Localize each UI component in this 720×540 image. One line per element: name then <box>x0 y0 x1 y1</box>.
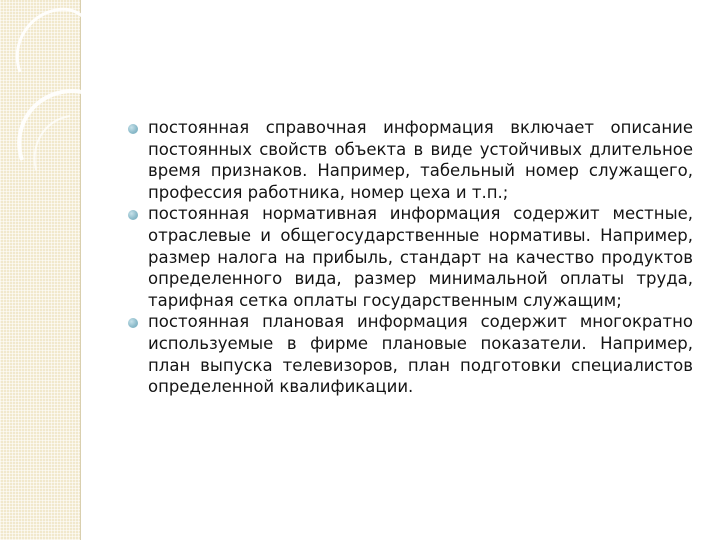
bullet-dot-icon <box>128 318 138 328</box>
bullet-item-normative-info <box>128 203 693 311</box>
bullet-text: постоянная плановая информация содержит многократно используемые в фирме плановые показатели. Например, план выпуска телевизоров, план подготовки специалистов определенной квалификации. <box>148 312 693 397</box>
bullet-item-reference-info <box>128 117 693 203</box>
decorative-swirl <box>0 0 140 180</box>
bullet-item-planning-info <box>128 311 693 397</box>
slide-content <box>128 117 693 398</box>
bullet-text: постоянная справочная информация включает описание постоянных свойств объекта в виде устойчивых длительное время признаков. Например, табельный номер служащего, профессия работника, номер цеха и т.п.; <box>148 118 693 202</box>
bullet-text: постоянная нормативная информация содержит местные, отраслевые и общегосударственные нормативы. Например, размер налога на прибыль, стандарт на качество продуктов определенного вида, размер минимальной оплаты труда, тарифная сетка оплаты государственным служащим; <box>148 204 693 310</box>
bullet-dot-icon <box>128 124 138 134</box>
bullet-dot-icon <box>128 210 138 220</box>
bullet-list <box>128 117 693 398</box>
